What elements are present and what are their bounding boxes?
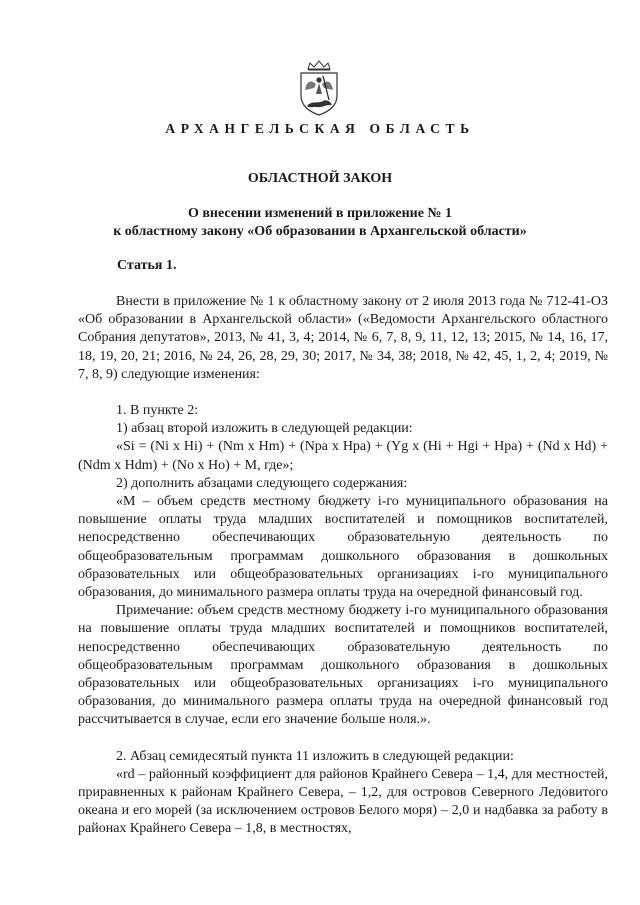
formula-paragraph: «Si = (Ni x Hi) + (Nm x Hm) + (Npa x Hpa) + (Yg x (Hi + Hgi + Hpa) + (Nd x Hd) + (Ndm x Hdm) + (No x Ho) + M, где»; [78,439,608,473]
subject-line-2: к областному закону «Об образовании в Архангельской области» [113,224,527,239]
coefficient-paragraph: «rd – районный коэффициент для районов Крайнего Севера – 1,4, для местностей, приравненных к районам Крайнего Севера, – 1,2, для островов Северного Ледовитого океана и его морей (за исключением островов Белого моря) – 2,0 и надбавка за работу в районах Крайнего Севера – 1,8, в местностях, [78,766,608,837]
definition-paragraph: «M – объем средств местному бюджету i-го муниципального образования на повышение оплаты труда младших воспитателей и помощников воспитателей, непосредственно обеспечивающих образовательную деятельность по общеобразовательным программам дошкольного образования в дошкольных образовательных или общеобразовательных организациях i-го муниципального образования, до минимального размера оплаты труда на очередной финансовый год. [78,494,608,601]
note-paragraph: Примечание: объем средств местному бюджету i-го муниципального образования на повышение оплаты труда младших воспитателей и помощников воспитателей, непосредственно обеспечивающих образовательную деятельность по общеобразовательным программам дошкольного образования в дошкольных образовательных или общеобразовательных организациях i-го муниципального образования, до минимального размера оплаты труда на очередной финансовый год рассчитывается в случае, если его значение больше ноля.». [78,603,608,728]
item-2-heading: 2. Абзац семидесятый пункта 11 изложить в следующей редакции: [116,748,514,764]
item-1-subitem-1: 1) абзац второй изложить в следующей редакции: [116,421,413,437]
item-1-subitem-2: 2) дополнить абзацами следующего содержания: [116,475,408,491]
arkhangelsk-coat-of-arms-icon [296,60,342,116]
document-type: ОБЛАСТНОЙ ЗАКОН [247,171,393,186]
intro-paragraph: Внести в приложение № 1 к областному закону от 2 июля 2013 года № 712-41-ОЗ «Об образовании в Архангельской области» («Ведомости Архангельского областного Собрания депутатов», 2013, № 41, 3, 4; 2014, № 6, 7, 8, 9, 11, 12, 13; 2015, № 14, 16, 17, 18, 19, 20, 21; 2016, № 24, 26, 28, 29, 30; 2017, № 34, 38; 2018, № 42, 45, 1, 2, 4; 2019, № 7, 8, 9) следующие изменения: [78,294,608,382]
region-title: АРХАНГЕЛЬСКАЯ ОБЛАСТЬ [165,121,475,136]
item-1-heading: 1. В пункте 2: [116,403,199,419]
article-heading: Статья 1. [117,258,177,273]
document-subject [0,205,640,241]
subject-line-1: О внесении изменений в приложение № 1 [187,206,452,221]
article-body [78,293,608,839]
